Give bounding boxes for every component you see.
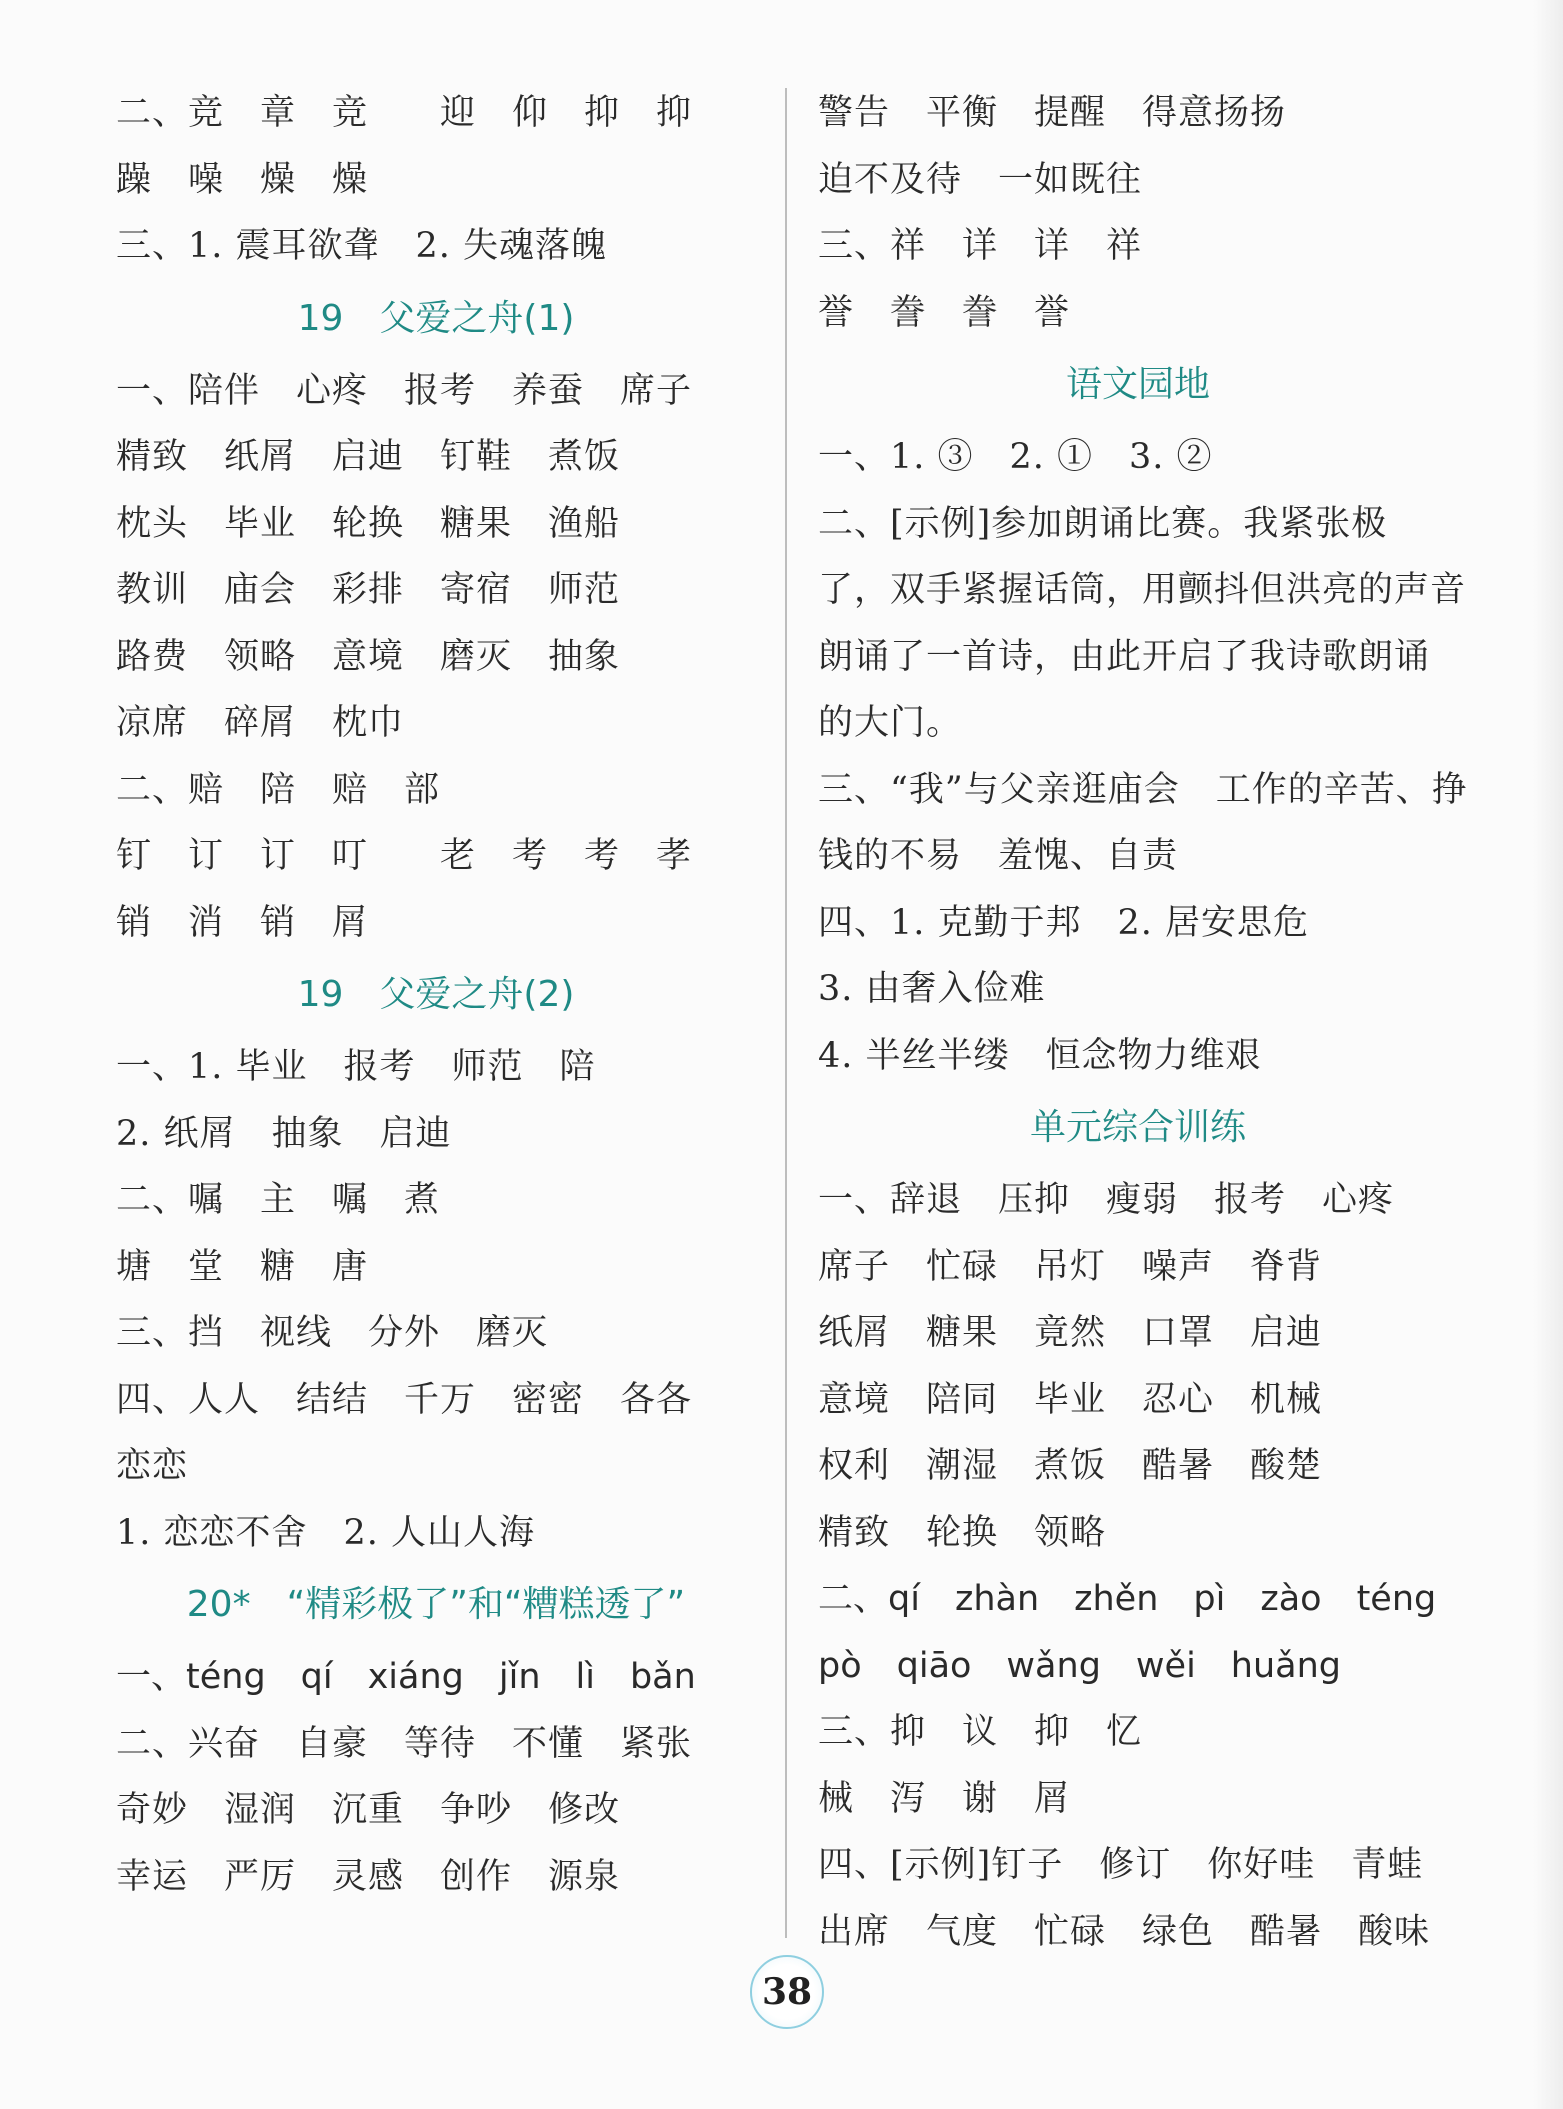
right-answer-line: 权利 潮湿 煮饭 酷暑 酸楚 bbox=[818, 1446, 1323, 1486]
left-answer-line: 路费 领略 意境 磨灭 抽象 bbox=[116, 636, 621, 677]
left-column bbox=[116, 80, 756, 1910]
left-section-heading: 20* “精彩极了”和“糟糕透了” bbox=[186, 1584, 686, 1625]
left-answer-line: 奇妙 湿润 沉重 争吵 修改 bbox=[116, 1790, 621, 1830]
right-answer-line: 三、祥 详 详 祥 bbox=[818, 226, 1143, 266]
right-answer-line: 钱的不易 羞愧、自责 bbox=[818, 836, 1179, 876]
column-divider bbox=[785, 88, 787, 1938]
right-answer-line: 四、1. 克勤于邦 2. 居安思危 bbox=[818, 902, 1310, 943]
page-number: 38 bbox=[750, 1955, 824, 2029]
right-answer-line: 一、辞退 压抑 瘦弱 报考 心疼 bbox=[818, 1180, 1395, 1220]
right-column bbox=[818, 80, 1468, 1965]
left-answer-line: 钉 订 订 叮 老 考 考 孝 bbox=[116, 836, 693, 876]
left-answer-line: 凉席 碎屑 枕巾 bbox=[116, 703, 405, 743]
page-edge-shadow bbox=[1533, 0, 1563, 2109]
right-answer-line: 的大门。 bbox=[818, 703, 963, 743]
right-answer-line: pò qiāo wǎng wěi huǎng bbox=[818, 1645, 1342, 1686]
left-answer-line: 销 消 销 屑 bbox=[116, 902, 369, 943]
right-answer-line: 四、[示例]钉子 修订 你好哇 青蛙 bbox=[818, 1845, 1424, 1885]
left-answer-line: 四、人人 结结 千万 密密 各各 bbox=[116, 1379, 693, 1420]
left-section-heading: 19 父爱之舟(2) bbox=[297, 974, 575, 1015]
right-answer-line: 三、“我”与父亲逛庙会 工作的辛苦、挣 bbox=[818, 769, 1468, 810]
left-answer-line: 教训 庙会 彩排 寄宿 师范 bbox=[116, 570, 621, 610]
left-answer-line: 一、téng qí xiáng jǐn lì bǎn bbox=[116, 1657, 696, 1697]
right-answer-line: 械 泻 谢 屑 bbox=[818, 1778, 1071, 1819]
right-answer-line: 出席 气度 忙碌 绿色 酷暑 酸味 bbox=[818, 1911, 1431, 1952]
right-answer-line: 了，双手紧握话筒，用颤抖但洪亮的声音 bbox=[818, 570, 1467, 610]
left-answer-line: 三、挡 视线 分外 磨灭 bbox=[116, 1313, 549, 1353]
left-answer-line: 枕头 毕业 轮换 糖果 渔船 bbox=[116, 503, 621, 544]
left-answer-line: 恋恋 bbox=[116, 1446, 189, 1486]
left-answer-line: 三、1. 震耳欲聋 2. 失魂落魄 bbox=[116, 226, 608, 266]
left-answer-line: 二、赔 陪 赔 部 bbox=[116, 769, 441, 810]
right-section-heading: 语文园地 bbox=[1065, 364, 1210, 405]
left-answer-line: 塘 堂 糖 唐 bbox=[116, 1246, 369, 1287]
right-answer-line: 朗诵了一首诗，由此开启了我诗歌朗诵 bbox=[818, 636, 1431, 677]
right-section-heading: 单元综合训练 bbox=[1029, 1107, 1246, 1148]
right-answer-line: 意境 陪同 毕业 忍心 机械 bbox=[818, 1379, 1323, 1420]
right-answer-line: 三、抑 议 抑 忆 bbox=[818, 1712, 1143, 1752]
left-answer-line: 幸运 严厉 灵感 创作 源泉 bbox=[116, 1856, 621, 1897]
right-answer-line: 一、1. ③ 2. ① 3. ② bbox=[818, 437, 1213, 477]
right-answer-line: 二、qí zhàn zhěn pì zào téng bbox=[818, 1579, 1437, 1619]
right-answer-line: 警告 平衡 提醒 得意扬扬 bbox=[818, 93, 1287, 133]
left-answer-line: 躁 噪 燥 燥 bbox=[116, 159, 369, 200]
right-answer-line: 迫不及待 一如既往 bbox=[818, 159, 1143, 200]
left-answer-line: 1. 恋恋不舍 2. 人山人海 bbox=[116, 1512, 536, 1553]
left-answer-line: 二、兴奋 自豪 等待 不懂 紧张 bbox=[116, 1723, 693, 1764]
left-answer-line: 精致 纸屑 启迪 钉鞋 煮饭 bbox=[116, 437, 621, 477]
right-answer-line: 3. 由奢入俭难 bbox=[818, 969, 1046, 1009]
right-answer-line: 4. 半丝半缕 恒念物力维艰 bbox=[818, 1035, 1262, 1076]
right-answer-line: 纸屑 糖果 竟然 口罩 启迪 bbox=[818, 1313, 1323, 1353]
left-section-heading: 19 父爱之舟(1) bbox=[297, 297, 575, 339]
left-answer-line: 二、竞 章 竞 迎 仰 抑 抑 bbox=[116, 93, 693, 133]
right-answer-line: 二、[示例]参加朗诵比赛。我紧张极 bbox=[818, 503, 1388, 544]
left-answer-line: 2. 纸屑 抽象 启迪 bbox=[116, 1113, 452, 1154]
right-answer-line: 誉 誊 誊 誉 bbox=[818, 292, 1071, 333]
left-answer-line: 一、1. 毕业 报考 师范 陪 bbox=[116, 1047, 596, 1087]
right-answer-line: 席子 忙碌 吊灯 噪声 脊背 bbox=[818, 1246, 1323, 1287]
left-answer-line: 一、陪伴 心疼 报考 养蚕 席子 bbox=[116, 370, 693, 411]
right-answer-line: 精致 轮换 领略 bbox=[818, 1512, 1107, 1553]
left-answer-line: 二、嘱 主 嘱 煮 bbox=[116, 1180, 441, 1220]
